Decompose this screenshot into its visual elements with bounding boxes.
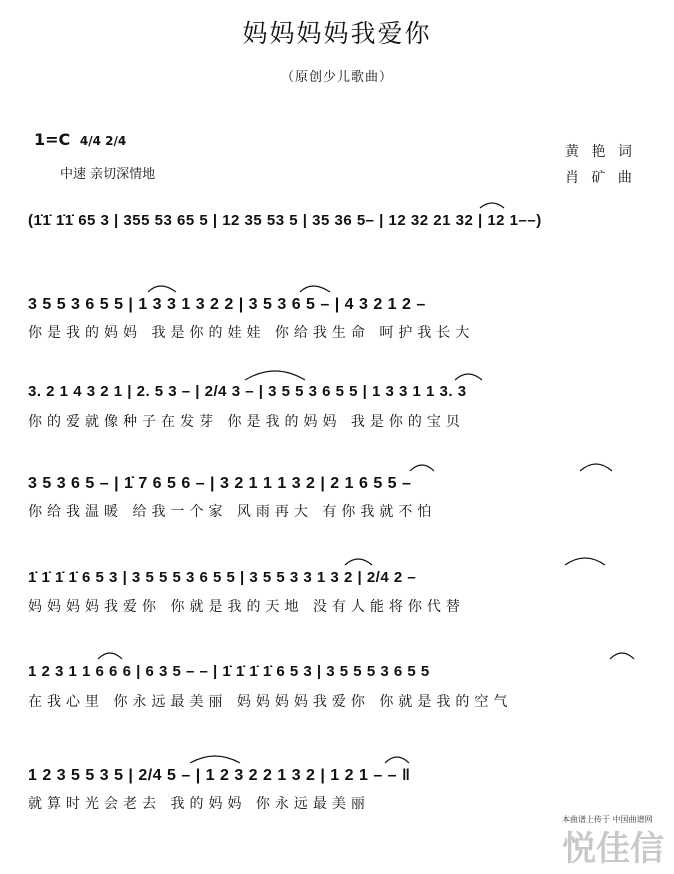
notation-line-6: 1 2 3 1 1 6 6 6 | 6 3 5 – – | 1̇ 1̇ 1̇ 1̇ 6 5 3 | 3 5 5 5 3 6 5 5 xyxy=(28,663,430,680)
slur xyxy=(345,559,372,565)
notation-line-7: 1 2 3 5 5 3 5 | 2/4 5 – | 1 2 3 2 2 1 3 2 | 1 2 1 – – ‖ xyxy=(28,767,411,784)
slur xyxy=(245,371,305,380)
time-signature: 4/4 2/4 xyxy=(79,134,127,148)
lyrics-line-5: 妈妈妈妈我爱你 你就是我的天地 没有人能将你代替 xyxy=(28,599,465,615)
key-signature-text: 1=C xyxy=(34,130,71,149)
notation-line-5: 1̇ 1̇ 1̇ 1̇ 6 5 3 | 3 5 5 5 3 6 5 5 | 3 5 5 3 3 1 3 2 | 2/4 2 – xyxy=(28,569,417,586)
slur xyxy=(385,757,409,763)
tempo-marking: 中速 亲切深情地 xyxy=(60,167,156,182)
lyrics-line-4: 你给我温暖 给我一个家 风雨再大 有你我就不怕 xyxy=(28,504,437,520)
watermark-logo: 悦佳信 xyxy=(562,829,664,869)
composer: 肖 矿 曲 xyxy=(565,170,636,186)
watermark-source: 本曲谱上传于 中国曲谱网 xyxy=(562,815,653,824)
watermark xyxy=(562,814,664,870)
lyrics-line-2: 你是我的妈妈 我是你的娃娃 你给我生命 呵护我长大 xyxy=(28,325,475,341)
slur xyxy=(410,465,434,471)
slur xyxy=(580,464,612,471)
lyrics-line-7: 就算时光会老去 我的妈妈 你永远最美丽 xyxy=(28,796,370,812)
slur xyxy=(148,286,176,292)
slur xyxy=(480,203,504,208)
song-title: 妈妈妈妈我爱你 xyxy=(242,19,432,48)
slur xyxy=(610,653,634,659)
slur xyxy=(190,756,240,763)
song-subtitle: （原创少儿歌曲） xyxy=(280,70,393,85)
lyricist: 黄 艳 词 xyxy=(565,144,636,160)
notation-line-3: 3. 2 1 4 3 2 1 | 2. 5 3 – | 2/4 3 – | 3 5 5 3 6 5 5 | 1 3 3 1 1 3. 3 xyxy=(28,383,467,400)
slur xyxy=(300,286,330,292)
slur xyxy=(98,653,122,659)
lyrics-line-3: 你的爱就像种子在发芽 你是我的妈妈 我是你的宝贝 xyxy=(28,414,465,430)
slur xyxy=(455,374,482,380)
notation-line-1: (1̇1̇ 1̇1̇ 65 3 | 355 53 65 5 | 12 35 53 5 | 35 36 5– | 12 32 21 32 | 12 1––) xyxy=(28,212,542,229)
slur xyxy=(565,558,605,565)
notation-line-2: 3 5 5 3 6 5 5 | 1 3 3 1 3 2 2 | 3 5 3 6 5 – | 4 3 2 1 2 – xyxy=(28,296,426,313)
lyrics-line-6: 在我心里 你永远最美丽 妈妈妈妈我爱你 你就是我的空气 xyxy=(28,694,513,710)
notation-line-4: 3 5 3 6 5 – | 1̇ 7 6 5 6 – | 3 2 1 1 1 3 2 | 2 1 6 5 5 – xyxy=(28,475,412,492)
